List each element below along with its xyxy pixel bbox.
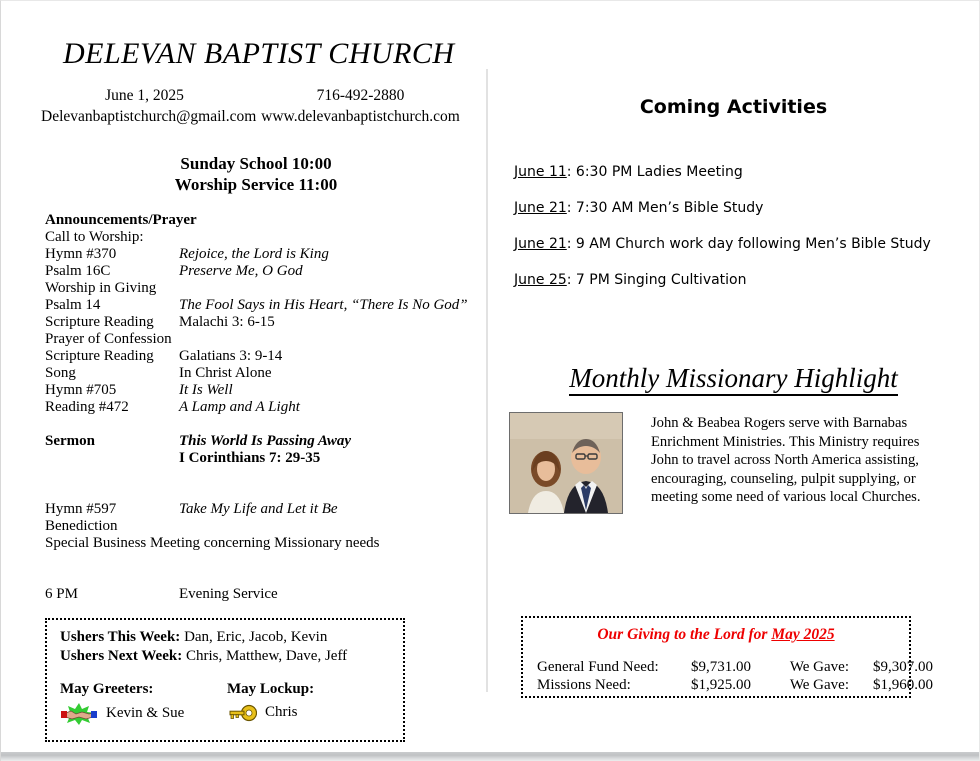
order-item-label: Scripture Reading <box>45 314 154 330</box>
order-spacer <box>45 553 481 570</box>
business-meeting-note: Special Business Meeting concerning Missionary needs <box>45 535 380 551</box>
lockup-col <box>227 680 394 724</box>
page-bottom-edge <box>1 752 979 761</box>
order-item <box>45 281 481 298</box>
order-item-value: It Is Well <box>179 382 233 398</box>
handshake-icon <box>60 703 98 725</box>
lockup-label: May Lockup: <box>227 681 315 698</box>
bulletin-date: June 1, 2025 <box>105 87 184 104</box>
order-of-service <box>45 213 481 604</box>
coming-activities-list <box>514 164 974 308</box>
coming-activities-title: Coming Activities <box>639 96 828 118</box>
giving-gave-label: We Gave: <box>789 659 849 675</box>
giving-title <box>523 626 909 644</box>
order-item-value: In Christ Alone <box>179 365 272 381</box>
ushers-box <box>45 618 405 742</box>
order-item-value: The Fool Says in His Heart, “There Is No God” <box>179 297 468 313</box>
order-item-value: Galatians 3: 9-14 <box>179 348 283 364</box>
greeters-value <box>60 703 227 725</box>
order-spacer <box>45 468 481 485</box>
giving-box <box>521 616 933 698</box>
order-item-label: Hymn #705 <box>45 382 117 398</box>
business-meeting-note-row <box>45 536 481 553</box>
order-item-label: Song <box>45 365 76 381</box>
key-icon <box>227 703 257 723</box>
order-item <box>45 264 481 281</box>
order-spacer <box>45 417 481 434</box>
order-item-label: Scripture Reading <box>45 348 154 364</box>
worship-service-time: Worship Service 11:00 <box>174 175 338 195</box>
lockup-names: Chris <box>265 703 298 720</box>
order-item <box>45 502 481 519</box>
order-item <box>45 383 481 400</box>
ushers-next-week-label: Ushers Next Week: <box>60 648 183 665</box>
order-item-label: Psalm 14 <box>45 297 101 313</box>
sunday-school-time: Sunday School 10:00 <box>180 154 332 173</box>
missionary-highlight-title-text: Monthly Missionary Highlight <box>569 363 897 396</box>
evening-service-row <box>45 587 481 604</box>
giving-gave-amount: $1,960.00 <box>873 677 933 694</box>
order-item-value: Take My Life and Let it Be <box>179 501 338 517</box>
ushers-next-week-names: Chris, Matthew, Dave, Jeff <box>185 648 348 665</box>
giving-gave-amount: $9,307.00 <box>873 659 933 675</box>
activity-text: : 6:30 PM Ladies Meeting <box>566 164 743 180</box>
order-heading-row <box>45 213 481 230</box>
order-item <box>45 400 481 417</box>
activity-date: June 11 <box>514 164 567 180</box>
order-spacer <box>45 570 481 587</box>
giving-gave-label: We Gave: <box>789 677 849 694</box>
activity-text: : 7:30 AM Men’s Bible Study <box>566 200 764 216</box>
order-item-label: Worship in Giving <box>45 280 157 296</box>
sermon-row <box>45 434 481 451</box>
sermon-label: Sermon <box>45 433 95 449</box>
order-item-value: Preserve Me, O God <box>179 263 303 279</box>
order-item-label: Hymn #597 <box>45 501 117 517</box>
sermon-scripture-row <box>45 451 481 468</box>
sermon-scripture: I Corinthians 7: 29-35 <box>179 450 321 466</box>
activity-item <box>514 236 974 272</box>
left-column <box>1 1 486 761</box>
ushers-this-week-line <box>60 628 403 647</box>
lockup-value <box>227 703 394 723</box>
ushers-next-week-line <box>60 647 403 666</box>
greeters-label: May Greeters: <box>60 681 154 698</box>
giving-row <box>537 676 933 694</box>
order-item-label: Prayer of Confession <box>45 331 172 347</box>
activity-date: June 21 <box>514 236 567 252</box>
order-spacer <box>45 485 481 502</box>
order-item <box>45 332 481 349</box>
church-name-title: DELEVAN BAPTIST CHURCH <box>63 37 455 70</box>
ushers-inner <box>47 620 403 725</box>
order-item-label: Reading #472 <box>45 399 129 415</box>
announcements-heading: Announcements/Prayer <box>45 212 197 228</box>
evening-service-label: Evening Service <box>179 586 278 602</box>
activity-item <box>514 164 974 200</box>
activity-item <box>514 200 974 236</box>
activity-text: : 7 PM Singing Cultivation <box>566 272 747 288</box>
order-item-label: Benediction <box>45 518 118 534</box>
order-item <box>45 519 481 536</box>
giving-title-prefix: Our Giving to the Lord for <box>597 626 772 643</box>
contact-row-bottom <box>41 107 481 128</box>
order-item <box>45 298 481 315</box>
order-item-label: Psalm 16C <box>45 263 111 279</box>
giving-title-month: May 2025 <box>771 626 835 643</box>
giving-label: General Fund Need: <box>537 659 659 675</box>
ushers-this-week-label: Ushers This Week: <box>60 629 181 645</box>
giving-row <box>537 658 933 676</box>
activity-item <box>514 272 974 308</box>
order-item <box>45 315 481 332</box>
missionary-description: John & Beabea Rogers serve with Barnabas Enrichment Ministries. This Ministry requires John to travel across North America assisting, encouraging, counseling, pulpit supplying, or meeting some need of various local Churches. <box>651 415 921 506</box>
activity-date: June 21 <box>514 200 567 216</box>
evening-service-time: 6 PM <box>45 586 78 602</box>
greeters-lockup-row <box>60 680 403 724</box>
order-item <box>45 349 481 366</box>
giving-label: Missions Need: <box>537 677 631 694</box>
ushers-this-week-names: Dan, Eric, Jacob, Kevin <box>184 629 328 645</box>
church-phone: 716-492-2880 <box>316 87 405 104</box>
activity-text: : 9 AM Church work day following Men’s Bible Study <box>566 236 931 252</box>
order-item-value: Malachi 3: 6-15 <box>179 314 275 330</box>
service-times <box>41 153 471 196</box>
order-item-label: Hymn #370 <box>45 246 117 262</box>
church-website[interactable]: www.delevanbaptistchurch.com <box>261 107 460 125</box>
greeters-names: Kevin & Sue <box>106 704 185 721</box>
contact-block <box>41 86 481 128</box>
order-item <box>45 230 481 247</box>
activity-date: June 25 <box>514 272 567 288</box>
missionary-photo <box>509 412 623 514</box>
order-item-label: Call to Worship: <box>45 229 144 245</box>
sermon-title: This World Is Passing Away <box>179 433 351 449</box>
giving-rows <box>523 658 933 695</box>
order-item <box>45 366 481 383</box>
giving-need-amount: $1,925.00 <box>691 677 751 694</box>
greeters-col <box>60 680 227 724</box>
giving-need-amount: $9,731.00 <box>691 659 751 675</box>
order-item-value: Rejoice, the Lord is King <box>179 246 329 262</box>
contact-row-top <box>41 86 481 107</box>
church-email: Delevanbaptistchurch@gmail.com <box>41 107 257 125</box>
order-item <box>45 247 481 264</box>
order-item-value: A Lamp and A Light <box>179 399 300 415</box>
missionary-highlight-title <box>486 363 980 394</box>
